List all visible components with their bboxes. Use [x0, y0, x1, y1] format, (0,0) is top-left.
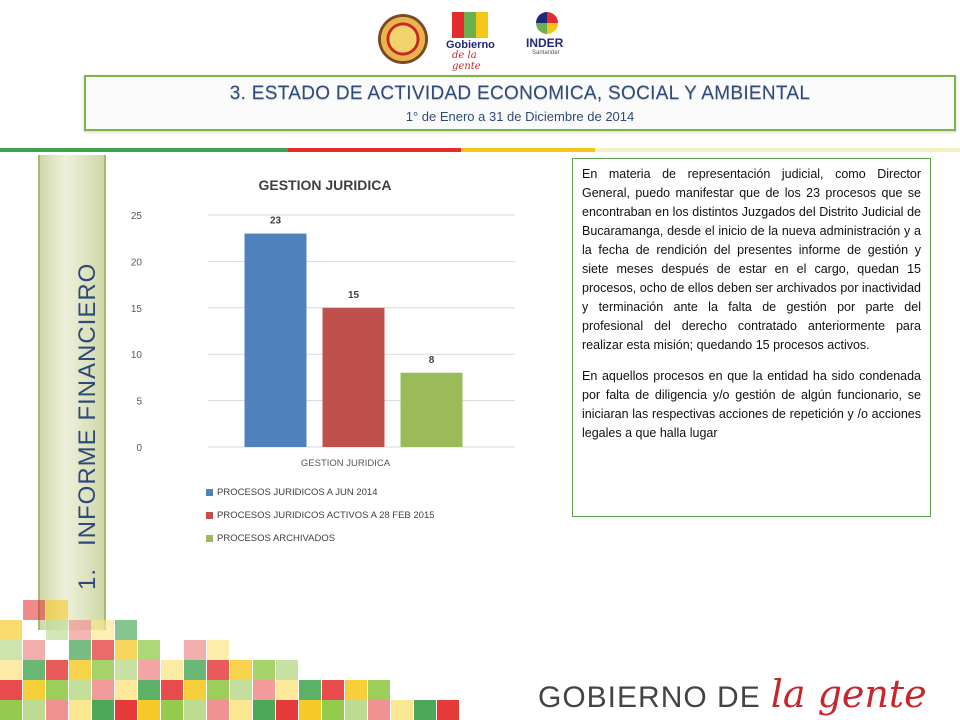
- mosaic-tile: [391, 700, 413, 720]
- mosaic-tile: [253, 660, 275, 680]
- mosaic-tile: [0, 660, 22, 680]
- mosaic-tile: [115, 640, 137, 660]
- x-category-label: GESTION JURIDICA: [300, 458, 391, 469]
- legend-item: [206, 528, 435, 548]
- chart-legend: [206, 482, 435, 551]
- gobierno-logo-mark: [452, 12, 488, 38]
- mosaic-tile: [299, 680, 321, 700]
- data-label: 23: [269, 215, 282, 227]
- y-tick-label: 0: [136, 443, 142, 454]
- legend-swatch: [206, 489, 213, 496]
- legend-label: PROCESOS JURIDICOS A JUN 2014: [217, 486, 378, 498]
- mosaic-tile: [46, 620, 68, 640]
- mosaic-tile: [69, 700, 91, 720]
- mosaic-tile: [46, 700, 68, 720]
- footer-brand: [538, 672, 927, 716]
- mosaic-tile: [253, 680, 275, 700]
- mosaic-tile: [0, 700, 22, 720]
- legend-item: [206, 482, 435, 502]
- mosaic-tile: [46, 680, 68, 700]
- mosaic-tile: [92, 680, 114, 700]
- mosaic-tile: [322, 680, 344, 700]
- data-label: 15: [347, 289, 360, 301]
- mosaic-tile: [161, 660, 183, 680]
- mosaic-tile: [69, 640, 91, 660]
- gobierno-logo-subtext: de la gente: [452, 50, 481, 72]
- inder-logo-mark: [536, 12, 558, 34]
- municipal-seal-logo: [378, 14, 428, 64]
- mosaic-tile: [115, 620, 137, 640]
- bar-2: [323, 308, 385, 447]
- mosaic-tile: [184, 640, 206, 660]
- header-banner: [84, 75, 956, 131]
- mosaic-tile: [92, 700, 114, 720]
- color-stripe-divider: [0, 148, 960, 152]
- description-paragraph-1: En materia de representación judicial, como Director General, puedo manifestar que de los 23 procesos que se encontraban en los distintos Juzgados del Distrito Judicial de Bucaramanga, desde el inicio de la nueva administración y a la fecha de rendición del presentes informe de gestión y siete meses después de estar en el cargo, quedan 15 procesos, ocho de ellos deben ser archivados por inactividad y terminación ante la falta de gestión por parte del profesional del derecho contratado anteriormente para realizar esta misión; quedando 15 procesos activos.: [582, 167, 921, 352]
- mosaic-tile: [138, 680, 160, 700]
- mosaic-tile: [184, 660, 206, 680]
- mosaic-tile: [92, 620, 114, 640]
- mosaic-tile: [69, 680, 91, 700]
- inder-logo-text: INDER: [526, 36, 564, 50]
- mosaic-tile: [253, 700, 275, 720]
- bar-chart-svg: [110, 160, 540, 480]
- y-tick-label: 20: [130, 257, 142, 269]
- mosaic-tile: [115, 660, 137, 680]
- mosaic-tile: [276, 660, 298, 680]
- mosaic-tile: [23, 700, 45, 720]
- mosaic-tile: [437, 700, 459, 720]
- mosaic-tile: [299, 700, 321, 720]
- mosaic-tile: [138, 700, 160, 720]
- page-title: 3. ESTADO DE ACTIVIDAD ECONOMICA, SOCIAL Y AMBIENTAL: [229, 83, 811, 104]
- chart-title: GESTION JURIDICA: [258, 177, 392, 193]
- y-tick-label: 25: [130, 211, 142, 222]
- mosaic-tile: [161, 700, 183, 720]
- description-textbox: [572, 158, 931, 517]
- mosaic-tile: [345, 680, 367, 700]
- mosaic-tile: [92, 660, 114, 680]
- inder-logo: [522, 12, 572, 64]
- mosaic-tile: [414, 700, 436, 720]
- mosaic-tile: [92, 640, 114, 660]
- gobierno-de-la-gente-logo: [440, 12, 500, 72]
- y-tick-label: 15: [130, 303, 142, 315]
- mosaic-tile: [23, 640, 45, 660]
- side-label-number: 1.: [74, 567, 101, 590]
- side-label-text: INFORME FINANCIERO: [74, 262, 101, 546]
- mosaic-tile: [276, 680, 298, 700]
- mosaic-tile: [230, 700, 252, 720]
- inder-logo-subtext: Santander: [532, 50, 560, 56]
- decorative-mosaic: [0, 600, 460, 720]
- legend-swatch: [206, 512, 213, 519]
- mosaic-tile: [207, 680, 229, 700]
- mosaic-tile: [46, 600, 68, 620]
- data-label: 8: [428, 354, 435, 366]
- bar-1: [245, 234, 307, 447]
- mosaic-tile: [345, 700, 367, 720]
- mosaic-tile: [23, 660, 45, 680]
- mosaic-tile: [207, 660, 229, 680]
- legend-label: PROCESOS JURIDICOS ACTIVOS A 28 FEB 2015: [217, 509, 435, 521]
- mosaic-tile: [184, 700, 206, 720]
- mosaic-tile: [368, 700, 390, 720]
- mosaic-tile: [0, 620, 22, 640]
- page-subtitle: 1° de Enero a 31 de Diciembre de 2014: [405, 109, 635, 124]
- gestion-juridica-chart: [110, 160, 540, 560]
- mosaic-tile: [184, 680, 206, 700]
- mosaic-tile: [69, 660, 91, 680]
- mosaic-tile: [69, 620, 91, 640]
- gobierno-logo-text: Gobierno: [446, 39, 495, 51]
- legend-label: PROCESOS ARCHIVADOS: [217, 532, 336, 544]
- mosaic-tile: [207, 640, 229, 660]
- mosaic-tile: [23, 680, 45, 700]
- mosaic-tile: [230, 660, 252, 680]
- mosaic-tile: [138, 640, 160, 660]
- mosaic-tile: [115, 700, 137, 720]
- legend-swatch: [206, 535, 213, 542]
- footer-brand-text: GOBIERNO DE: [538, 681, 761, 714]
- side-label: [74, 263, 102, 590]
- footer-brand-accent: la gente: [770, 672, 927, 716]
- description-paragraph-2: En aquellos procesos en que la entidad ha sido condenada por falta de diligencia y/o gestión de algún funcionario, se iniciaran las respectivas acciones de repetición y /o acciones legales a que halla lugar: [582, 369, 921, 440]
- mosaic-tile: [230, 680, 252, 700]
- y-tick-label: 10: [130, 350, 142, 362]
- mosaic-tile: [23, 600, 45, 620]
- mosaic-tile: [0, 680, 22, 700]
- mosaic-tile: [276, 700, 298, 720]
- mosaic-tile: [115, 680, 137, 700]
- mosaic-tile: [0, 640, 22, 660]
- y-tick-label: 5: [136, 396, 142, 408]
- legend-item: [206, 505, 435, 525]
- bar-3: [401, 373, 463, 447]
- mosaic-tile: [161, 680, 183, 700]
- mosaic-tile: [368, 680, 390, 700]
- mosaic-tile: [322, 700, 344, 720]
- mosaic-tile: [46, 660, 68, 680]
- mosaic-tile: [207, 700, 229, 720]
- mosaic-tile: [138, 660, 160, 680]
